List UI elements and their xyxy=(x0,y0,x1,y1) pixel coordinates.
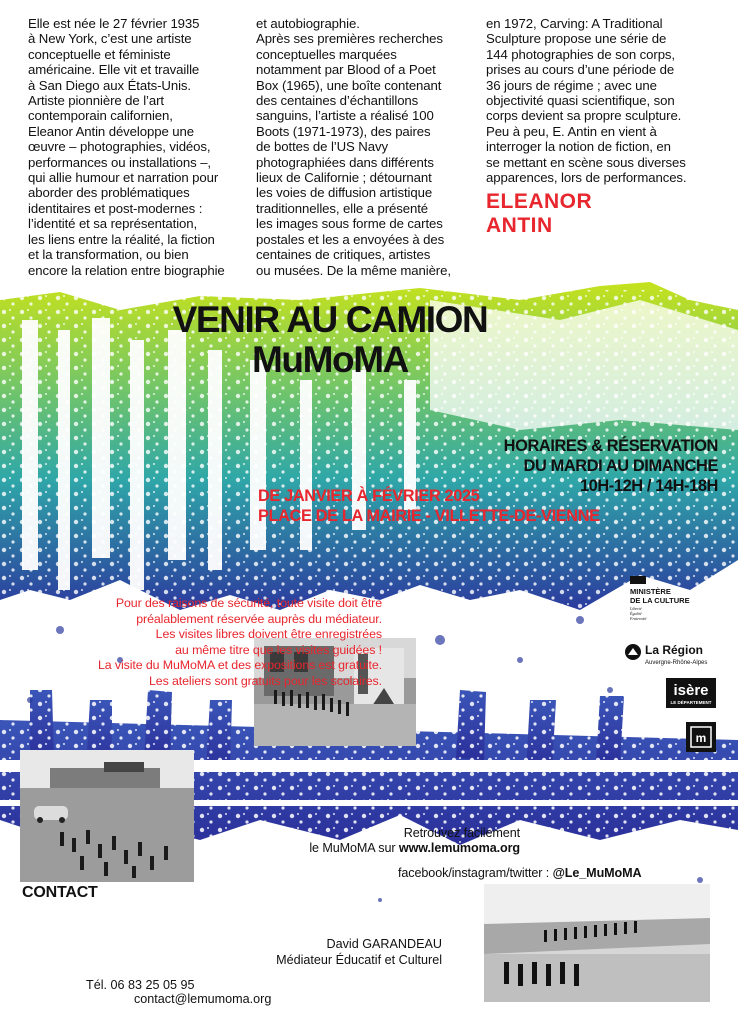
notice-line: préalablement réservée auprès du médiateur. xyxy=(136,611,382,626)
isere-sub: LE DÉPARTEMENT xyxy=(670,700,712,705)
event-dates: DE JANVIER À FÉVRIER 2025 xyxy=(258,487,480,505)
ministere-culture-logo xyxy=(630,576,716,624)
region-sub: Auvergne-Rhône-Alpes xyxy=(645,660,708,666)
contact-role: Médiateur Éducatif et Culturel xyxy=(276,953,442,967)
web-line2-prefix: le MuMoMA sur xyxy=(309,841,399,855)
notice-line: La visite du MuMoMA et des expositions est gratuite. xyxy=(97,658,382,672)
visit-notice xyxy=(52,596,382,689)
website-info xyxy=(214,826,520,856)
title-line2: MuMoMA xyxy=(252,339,408,380)
isere-logo xyxy=(666,678,716,708)
title-line1: VENIR AU CAMION xyxy=(172,299,488,340)
culture-motto3: Fraternité xyxy=(630,616,647,621)
contact-heading: CONTACT xyxy=(22,884,98,901)
region-logo xyxy=(624,640,716,670)
culture-motto2: Égalité xyxy=(630,611,642,616)
page-title xyxy=(130,300,530,380)
boots-photo-road xyxy=(484,884,710,1002)
contact-name: David GARANDEAU xyxy=(326,937,442,951)
hours-line3: 10H-12H / 14H-18H xyxy=(579,477,718,495)
artist-name-line2: ANTIN xyxy=(486,214,553,237)
event-info xyxy=(258,486,600,526)
intro-column-1: Elle est née le 27 février 1935 à New York, c’est une artiste conceptuelle et féministe américaine. Elle vit et travaille à San Diego aux États-Unis. Artiste pionnière de l’art contemporain californien, Eleanor Antin développe une œuvre – photographies, vidéos, performances ou installations –, qui allie humour et narration pour aborder des problématiques identitaires et post-modernes : l’identité et sa représentation, les liens entre la réalité, la fiction et la transformation, ou bien encore la relation entre biographie xyxy=(28,16,225,278)
hours-line2: DU MARDI AU DIMANCHE xyxy=(523,457,718,475)
mumoma-logo xyxy=(686,722,716,752)
intro-column-2: et autobiographie. Après ses premières recherches conceptuelles marquées notamment par Blood of a Poet Box (1965), une boîte contenant des centaines d’échantillons sanguins, l’artiste a réalisé 100 Boots (1971-1973), des paires de bottes de l’US Navy photographiées dans différents lieux de Californie ; détournant les voies de diffusion artistique traditionnelles, elle a présenté les images sous forme de cartes postales et les a envoyées à des centaines de critiques, artistes ou musées. De la même manière, xyxy=(256,16,451,278)
notice-line: Les visites libres doivent être enregistrées xyxy=(155,627,382,641)
contact-person xyxy=(254,936,442,968)
region-name: La Région xyxy=(645,643,704,657)
web-line1: Retrouvez facilement xyxy=(403,826,520,840)
culture-logo-line1: MINISTÈRE xyxy=(630,587,671,596)
social-handle[interactable]: @Le_MuMoMA xyxy=(552,866,642,880)
hours-line1: HORAIRES & RÉSERVATION xyxy=(503,437,718,455)
intro-column-3: en 1972, Carving: A Traditional Sculpture propose une série de 144 photographies de son corps, prises au cours d’une période de 36 jours de régime ; avec une objectivité quasi scientifique, son corps devient sa propre sculpture. Peu à peu, E. Antin en vient à interroger la notion de fiction, en se mettant en scène sous diverses apparences, lors de performances. xyxy=(486,16,687,186)
notice-line: au même titre que les visites guidées ! xyxy=(175,642,382,657)
social-info xyxy=(398,866,642,880)
event-place: PLACE DE LA MAIRIE - VILLETTE-DE-VIENNE xyxy=(258,507,600,525)
web-line2 xyxy=(214,841,520,856)
contact-email[interactable]: contact@lemumoma.org xyxy=(134,992,272,1006)
isere-name: isère xyxy=(673,682,709,699)
notice-line: Pour des raisons de sécurité, toute visite doit être xyxy=(115,596,382,610)
mumoma-logo-glyph: m xyxy=(695,731,707,745)
boots-photo-parking xyxy=(20,750,194,882)
artist-name-line1: ELEANOR xyxy=(486,190,593,213)
culture-motto1: Liberté xyxy=(630,606,642,611)
social-prefix: facebook/instagram/twitter : xyxy=(398,866,553,880)
contact-phone[interactable]: Tél. 06 83 25 05 95 xyxy=(86,978,195,992)
culture-logo-line2: DE LA CULTURE xyxy=(630,596,690,605)
notice-line: Les ateliers sont gratuits pour les scolaires. xyxy=(148,673,382,688)
website-link[interactable]: www.lemumoma.org xyxy=(398,841,520,855)
artist-name xyxy=(486,190,706,238)
